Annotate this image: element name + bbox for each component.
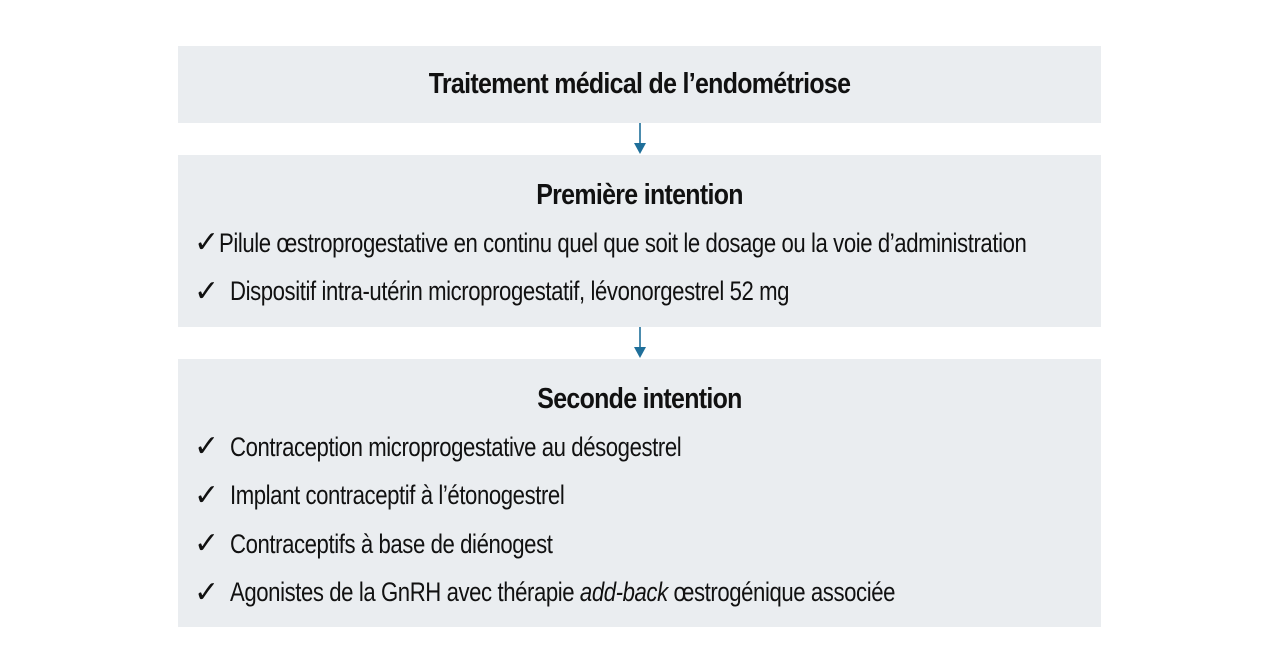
checkmark-icon: ✓ <box>194 575 220 609</box>
second-line-box <box>178 359 1101 627</box>
down-arrow-icon <box>633 327 647 359</box>
checkmark-icon: ✓ <box>194 527 220 561</box>
list-item <box>194 520 1101 569</box>
checkmark-icon: ✓ <box>194 274 220 308</box>
list-item-text-end: œstrogénique associée <box>667 577 896 608</box>
list-item <box>194 219 1101 268</box>
list-item-text: Dispositif intra-utérin microprogestatif, lévonorgestrel 52 mg <box>230 276 790 307</box>
first-line-list <box>178 219 1101 316</box>
first-line-box <box>178 155 1101 327</box>
list-item-text: Pilule œstroprogestative en continu quel que soit le dosage ou la voie d’administration <box>219 227 1027 258</box>
first-line-heading: Première intention <box>536 179 743 211</box>
list-item <box>194 472 1101 521</box>
list-item-text <box>230 577 895 608</box>
checkmark-icon: ✓ <box>194 430 220 464</box>
list-item <box>194 423 1101 472</box>
list-item-text-start: Agonistes de la GnRH avec thérapie <box>230 577 580 608</box>
list-item <box>194 569 1101 618</box>
list-item-text: Contraception microprogestative au désogestrel <box>230 431 682 462</box>
add-back-emphasis: add-back <box>579 577 668 608</box>
list-item-text: Implant contraceptif à l’étonogestrel <box>230 480 565 511</box>
second-line-heading: Seconde intention <box>537 383 742 415</box>
diagram-title: Traitement médical de l’endométriose <box>428 68 851 100</box>
list-item-text: Contraceptifs à base de diénogest <box>230 528 553 559</box>
checkmark-icon: ✓ <box>194 226 220 260</box>
checkmark-icon: ✓ <box>194 478 220 512</box>
second-line-list <box>178 423 1101 617</box>
list-item <box>194 268 1101 317</box>
title-box <box>178 46 1101 123</box>
down-arrow-icon <box>633 123 647 155</box>
